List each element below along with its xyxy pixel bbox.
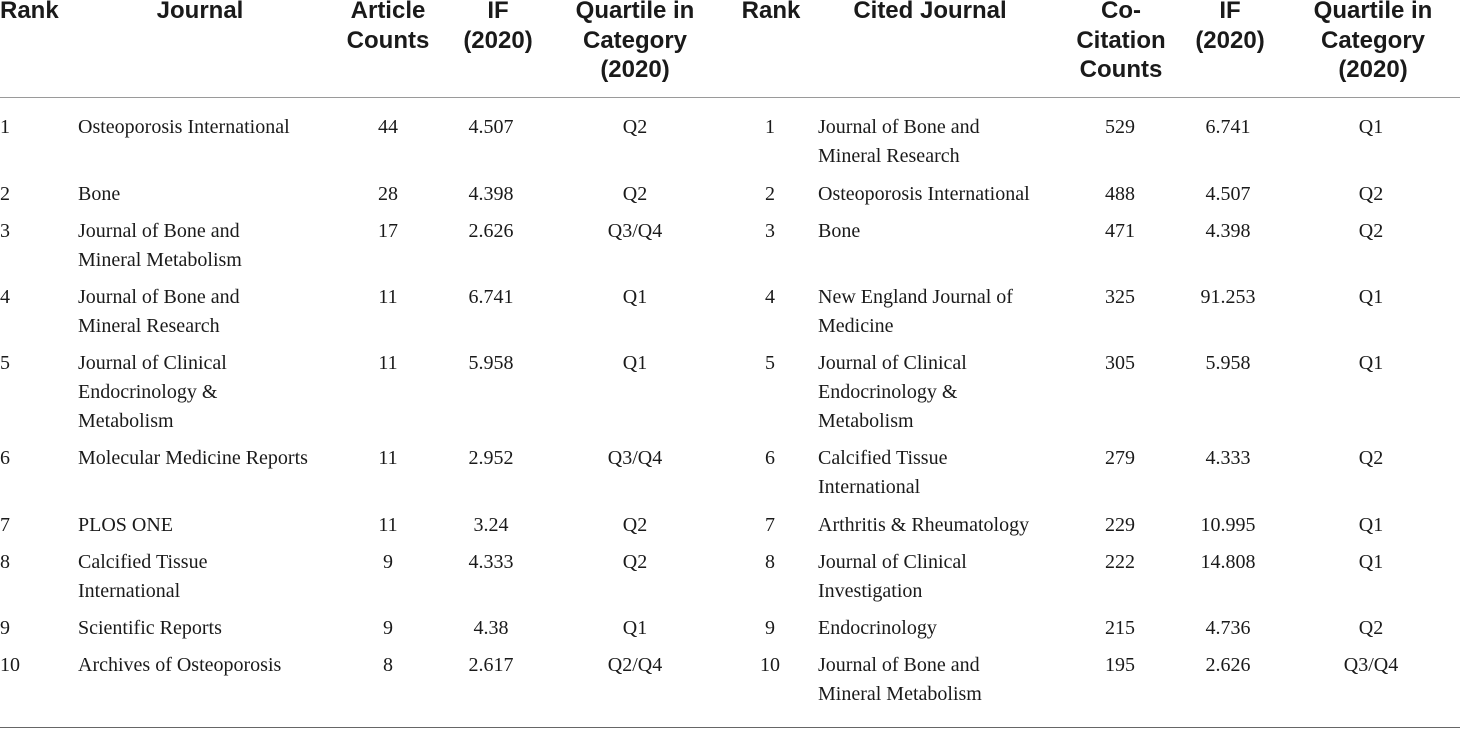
cell-quartile-cited: Q1 [1358,514,1384,536]
cell-quartile: Q1 [622,352,648,374]
cell-quartile: Q2 [622,183,648,205]
cell-if: 4.398 [468,183,514,205]
cell-cited-journal-line: Investigation [818,580,923,602]
cell-cited-journal [818,283,1068,341]
cell-article-count: 11 [378,352,398,374]
cell-quartile: Q1 [622,286,648,308]
header-cocitation-counts: Co- Citation Counts [1076,0,1166,83]
cell-cocitation-count: 195 [1105,654,1135,676]
cell-if-cited: 4.736 [1205,617,1251,639]
cell-quartile: Q1 [622,617,648,639]
cell-article-count: 28 [378,183,398,205]
cell-cited-journal-line: Mineral Metabolism [818,683,982,705]
cell-journal-line: Mineral Research [78,315,220,337]
cell-cited-journal-line: Endocrinology [818,617,937,639]
cell-cited-journal-line: Medicine [818,315,894,337]
cell-rank-cited: 7 [765,514,775,536]
cell-cited-journal-line: Calcified Tissue [818,447,948,469]
cell-cited-journal [818,511,1068,540]
cell-article-count: 11 [378,447,398,469]
header-rank-cited: Rank [741,0,801,24]
cell-quartile: Q3/Q4 [607,447,663,469]
cell-journal [78,217,348,275]
cell-cocitation-count: 529 [1105,116,1135,138]
cell-cocitation-count: 229 [1105,514,1135,536]
header-if-2020-cited: IF (2020) [1195,0,1265,54]
cell-cited-journal-line: New England Journal of [818,286,1013,308]
cell-cited-journal-line: Arthritis & Rheumatology [818,514,1030,536]
cell-cited-journal [818,614,1068,643]
cell-if-cited: 91.253 [1200,286,1256,308]
cell-cited-journal [818,217,1068,246]
cell-quartile: Q2/Q4 [607,654,663,676]
cell-quartile-cited: Q1 [1358,286,1384,308]
cell-cocitation-count: 488 [1105,183,1135,205]
cell-journal [78,511,348,540]
cell-journal-line: Journal of Clinical [78,352,227,374]
cell-cited-journal-line: Metabolism [818,410,914,432]
cell-article-count: 11 [378,514,398,536]
cell-if-cited: 5.958 [1205,352,1251,374]
cell-journal [78,548,348,606]
cell-quartile-cited: Q3/Q4 [1343,654,1399,676]
cell-rank-cited: 6 [765,447,775,469]
cell-if-cited: 4.398 [1205,220,1251,242]
cell-rank: 5 [0,352,10,374]
header-cited-journal: Cited Journal [853,0,1007,24]
cell-cited-journal [818,651,1068,709]
cell-if-cited: 4.507 [1205,183,1251,205]
cell-journal [78,283,348,341]
header-rank: Rank [0,0,59,24]
cell-rank-cited: 1 [765,116,775,138]
cell-if-cited: 2.626 [1205,654,1251,676]
cell-rank: 1 [0,116,10,138]
cell-cited-journal [818,349,1068,436]
cell-quartile-cited: Q2 [1358,447,1384,469]
cell-cited-journal [818,444,1068,502]
cell-cited-journal-line: Journal of Bone and [818,116,980,138]
cell-if: 4.333 [468,551,514,573]
cell-cited-journal-line: Journal of Clinical [818,352,967,374]
cell-rank: 9 [0,617,10,639]
cell-article-count: 44 [378,116,398,138]
cell-cocitation-count: 325 [1105,286,1135,308]
cell-quartile-cited: Q2 [1358,220,1384,242]
cell-cocitation-count: 215 [1105,617,1135,639]
cell-journal [78,113,348,142]
cell-rank-cited: 9 [765,617,775,639]
cell-rank: 2 [0,183,10,205]
cell-journal-line: Journal of Bone and [78,220,240,242]
cell-quartile-cited: Q2 [1358,617,1384,639]
cell-rank-cited: 4 [765,286,775,308]
cell-quartile: Q3/Q4 [607,220,663,242]
cell-cited-journal [818,180,1068,209]
cell-cited-journal-line: Osteoporosis International [818,183,1030,205]
cell-journal-line: Scientific Reports [78,617,222,639]
cell-if-cited: 14.808 [1200,551,1256,573]
cell-journal-line: Endocrinology & [78,381,218,403]
cell-rank-cited: 2 [765,183,775,205]
cell-if: 4.38 [473,617,509,639]
cell-article-count: 11 [378,286,398,308]
cell-journal-line: International [78,580,181,602]
cell-journal-line: Metabolism [78,410,174,432]
cell-quartile-cited: Q1 [1358,116,1384,138]
cell-journal [78,180,348,209]
cell-cited-journal-line: Endocrinology & [818,381,958,403]
cell-quartile: Q2 [622,116,648,138]
cell-journal [78,349,348,436]
cell-quartile-cited: Q1 [1358,352,1384,374]
cell-rank: 7 [0,514,10,536]
cell-journal-line: PLOS ONE [78,514,174,536]
cell-article-count: 9 [383,617,393,639]
cell-cited-journal-line: International [818,476,921,498]
cell-journal-line: Calcified Tissue [78,551,208,573]
cell-journal-line: Archives of Osteoporosis [78,654,282,676]
cell-if: 5.958 [468,352,514,374]
cell-journal-line: Mineral Metabolism [78,249,242,271]
cell-journal-line: Molecular Medicine Reports [78,447,308,469]
cell-rank: 8 [0,551,10,573]
cell-rank: 4 [0,286,10,308]
cell-rank: 3 [0,220,10,242]
header-if-2020: IF (2020) [463,0,533,54]
header-journal: Journal [156,0,244,24]
cell-if: 3.24 [473,514,509,536]
table-bottom-rule [0,727,1460,728]
cell-rank-cited: 3 [765,220,775,242]
cell-cocitation-count: 279 [1105,447,1135,469]
cell-rank-cited: 8 [765,551,775,573]
cell-if: 6.741 [468,286,514,308]
cell-cocitation-count: 471 [1105,220,1135,242]
header-divider [0,97,1460,98]
cell-cited-journal [818,113,1068,171]
cell-rank: 6 [0,447,10,469]
cell-quartile: Q2 [622,551,648,573]
cell-quartile-cited: Q1 [1358,551,1384,573]
cell-article-count: 8 [383,654,393,676]
cell-if-cited: 6.741 [1205,116,1251,138]
header-quartile-cited: Quartile in Category (2020) [1313,0,1433,83]
cell-journal-line: Bone [78,183,121,205]
cell-cited-journal-line: Mineral Research [818,145,960,167]
cell-journal [78,614,348,643]
cell-cited-journal [818,548,1068,606]
cell-cited-journal-line: Bone [818,220,861,242]
cell-journal-line: Osteoporosis International [78,116,290,138]
cell-rank: 10 [0,654,20,676]
cell-journal [78,444,348,473]
cell-article-count: 17 [378,220,398,242]
cell-if: 2.626 [468,220,514,242]
cell-rank-cited: 10 [760,654,780,676]
cell-cocitation-count: 222 [1105,551,1135,573]
cell-cited-journal-line: Journal of Clinical [818,551,967,573]
cell-if-cited: 10.995 [1200,514,1256,536]
cell-if: 2.952 [468,447,514,469]
cell-rank-cited: 5 [765,352,775,374]
cell-cocitation-count: 305 [1105,352,1135,374]
header-article-counts: Article Counts [346,0,430,54]
cell-journal [78,651,348,680]
header-quartile: Quartile in Category (2020) [575,0,695,83]
cell-if-cited: 4.333 [1205,447,1251,469]
cell-article-count: 9 [383,551,393,573]
cell-cited-journal-line: Journal of Bone and [818,654,980,676]
cell-if: 4.507 [468,116,514,138]
cell-if: 2.617 [468,654,514,676]
cell-quartile-cited: Q2 [1358,183,1384,205]
table-header [0,0,1460,97]
cell-journal-line: Journal of Bone and [78,286,240,308]
cell-quartile: Q2 [622,514,648,536]
